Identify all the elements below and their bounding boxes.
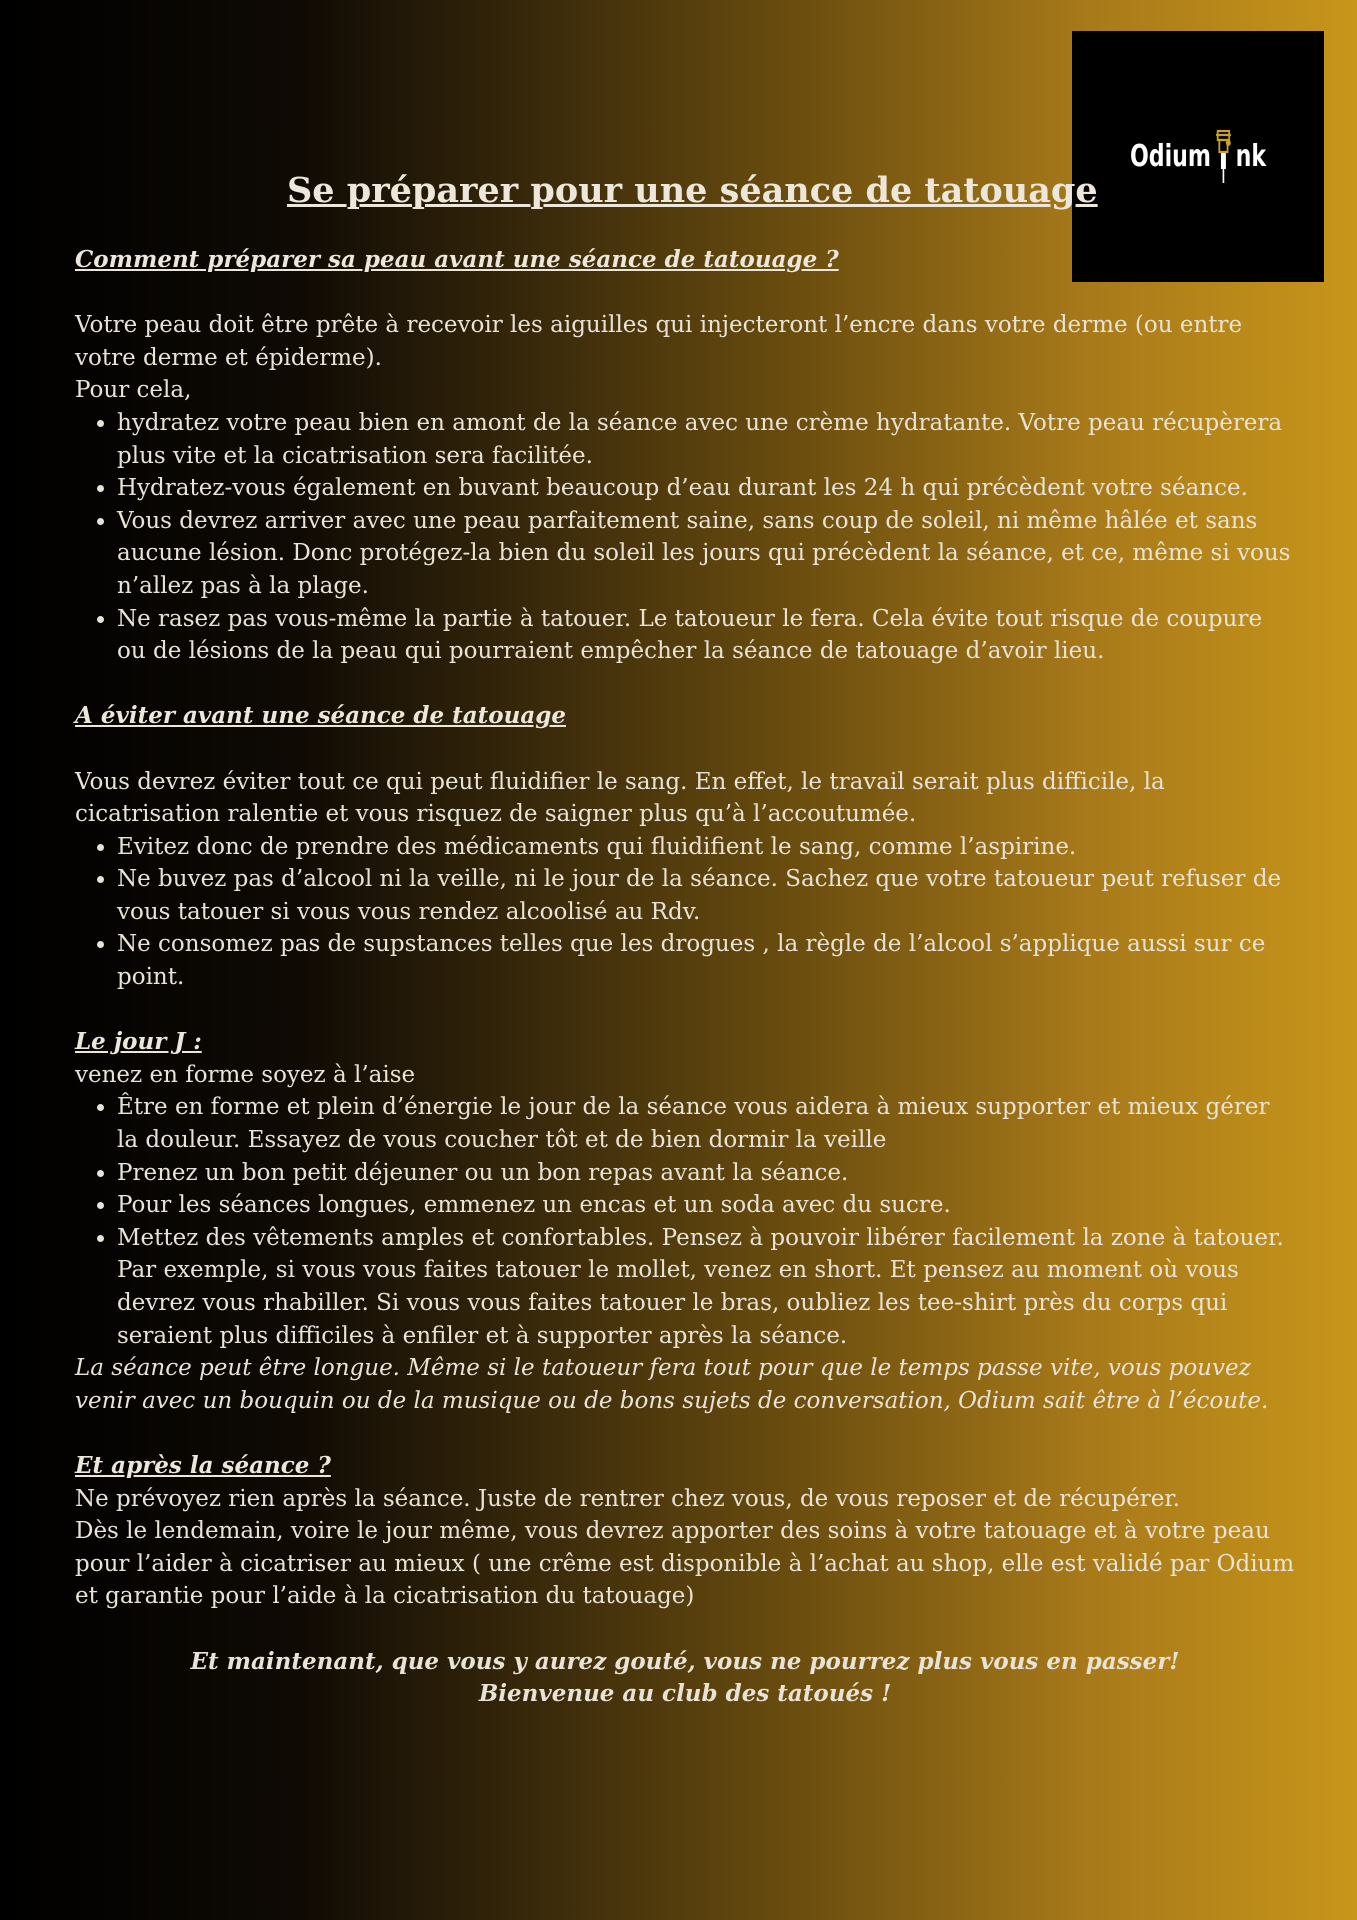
bullet-list xyxy=(75,407,1295,668)
list-item: • Mettez des vêtements amples et confortables. Pensez à pouvoir libérer facilement la zone à tatouer. Par exemple, si vous vous faites tatouer le mollet, venez en short. Et pensez au moment où vous devrez vous rhabiller. Si vous vous faites tatouer le bras, oubliez les tee-shirt près du corps qui seraient plus difficiles à enfiler et à supporter après la séance. xyxy=(117,1222,1295,1352)
list-item: • Pour les séances longues, emmenez un encas et un soda avec du sucre. xyxy=(117,1189,1295,1222)
section-heading-avoid: A éviter avant une séance de tatouage xyxy=(75,702,566,730)
bullet-list xyxy=(75,831,1295,994)
section-heading-skin-prep: Comment préparer sa peau avant une séance de tatouage ? xyxy=(75,246,839,273)
list-item: • hydratez votre peau bien en amont de la séance avec une crème hydratante. Votre peau récupèrera plus vite et la cicatrisation sera facilitée. xyxy=(117,407,1295,472)
list-item: • Evitez donc de prendre des médicaments qui fluidifient le sang, comme l’aspirine. xyxy=(117,831,1295,864)
section-heading-after: Et après la séance ? xyxy=(75,1451,331,1479)
italic-note: La séance peut être longue. Même si le tatoueur fera tout pour que le temps passe vite, vous pouvez venir avec un bouquin ou de la musique ou de bons sujets de conversation, Odium sait être à l’écoute. xyxy=(75,1355,1269,1414)
document-body xyxy=(75,168,1295,1711)
bullet-list xyxy=(75,1091,1295,1352)
section-intro: venez en forme soyez à l’aise xyxy=(75,1061,416,1088)
logo-text-right: nk xyxy=(1235,139,1267,174)
list-item: • Prenez un bon petit déjeuner ou un bon repas avant la séance. xyxy=(117,1157,1295,1190)
list-item: • Ne consomez pas de supstances telles que les drogues , la règle de l’alcool s’applique aussi sur ce point. xyxy=(117,928,1295,993)
paragraph: Ne prévoyez rien après la séance. Juste de rentrer chez vous, de vous reposer et de récupérer. xyxy=(75,1485,1181,1512)
closing-line: Bienvenue au club des tatoués ! xyxy=(478,1680,892,1708)
page-title: Se préparer pour une séance de tatouage xyxy=(287,170,1098,211)
section-intro: Vous devrez éviter tout ce qui peut fluidifier le sang. En effet, le travail serait plus difficile, la cicatrisation ralentie et vous risquez de saigner plus qu’à l’accoutumée. xyxy=(75,768,1165,828)
list-item: • Vous devrez arriver avec une peau parfaitement saine, sans coup de soleil, ni même hâlée et sans aucune lésion. Donc protégez-la bien du soleil les jours qui précèdent la séance, et ce, même si vous n’allez pas à la plage. xyxy=(117,505,1295,603)
closing-line: Et maintenant, que vous y aurez gouté, vous ne pourrez plus vous en passer! xyxy=(190,1647,1180,1675)
paragraph: Dès le lendemain, voire le jour même, vous devrez apporter des soins à votre tatouage et à votre peau pour l’aider à cicatriser au mieux ( une crême est disponible à l’achat au shop, elle est validé par Odium et garantie pour l’aide à la cicatrisation du tatouage) xyxy=(75,1518,1295,1610)
section-intro: Pour cela, xyxy=(75,377,192,404)
list-item: • Ne rasez pas vous-même la partie à tatouer. Le tatoueur le fera. Cela évite tout risque de coupure ou de lésions de la peau qui pourraient empêcher la séance de tatouage d’avoir lieu. xyxy=(117,603,1295,668)
section-heading-day: Le jour J : xyxy=(75,1028,202,1056)
list-item: • Ne buvez pas d’alcool ni la veille, ni le jour de la séance. Sachez que votre tatoueur peut refuser de vous tatouer si vous vous rendez alcoolisé au Rdv. xyxy=(117,863,1295,928)
list-item: • Être en forme et plein d’énergie le jour de la séance vous aidera à mieux supporter et mieux gérer la douleur. Essayez de vous coucher tôt et de bien dormir la veille xyxy=(117,1091,1295,1156)
logo-text-left: Odium xyxy=(1129,139,1211,174)
section-intro: Votre peau doit être prête à recevoir les aiguilles qui injecteront l’encre dans votre derme (ou entre votre derme et épiderme). xyxy=(75,312,1243,371)
list-item: • Hydratez-vous également en buvant beaucoup d’eau durant les 24 h qui précèdent votre séance. xyxy=(117,472,1295,505)
